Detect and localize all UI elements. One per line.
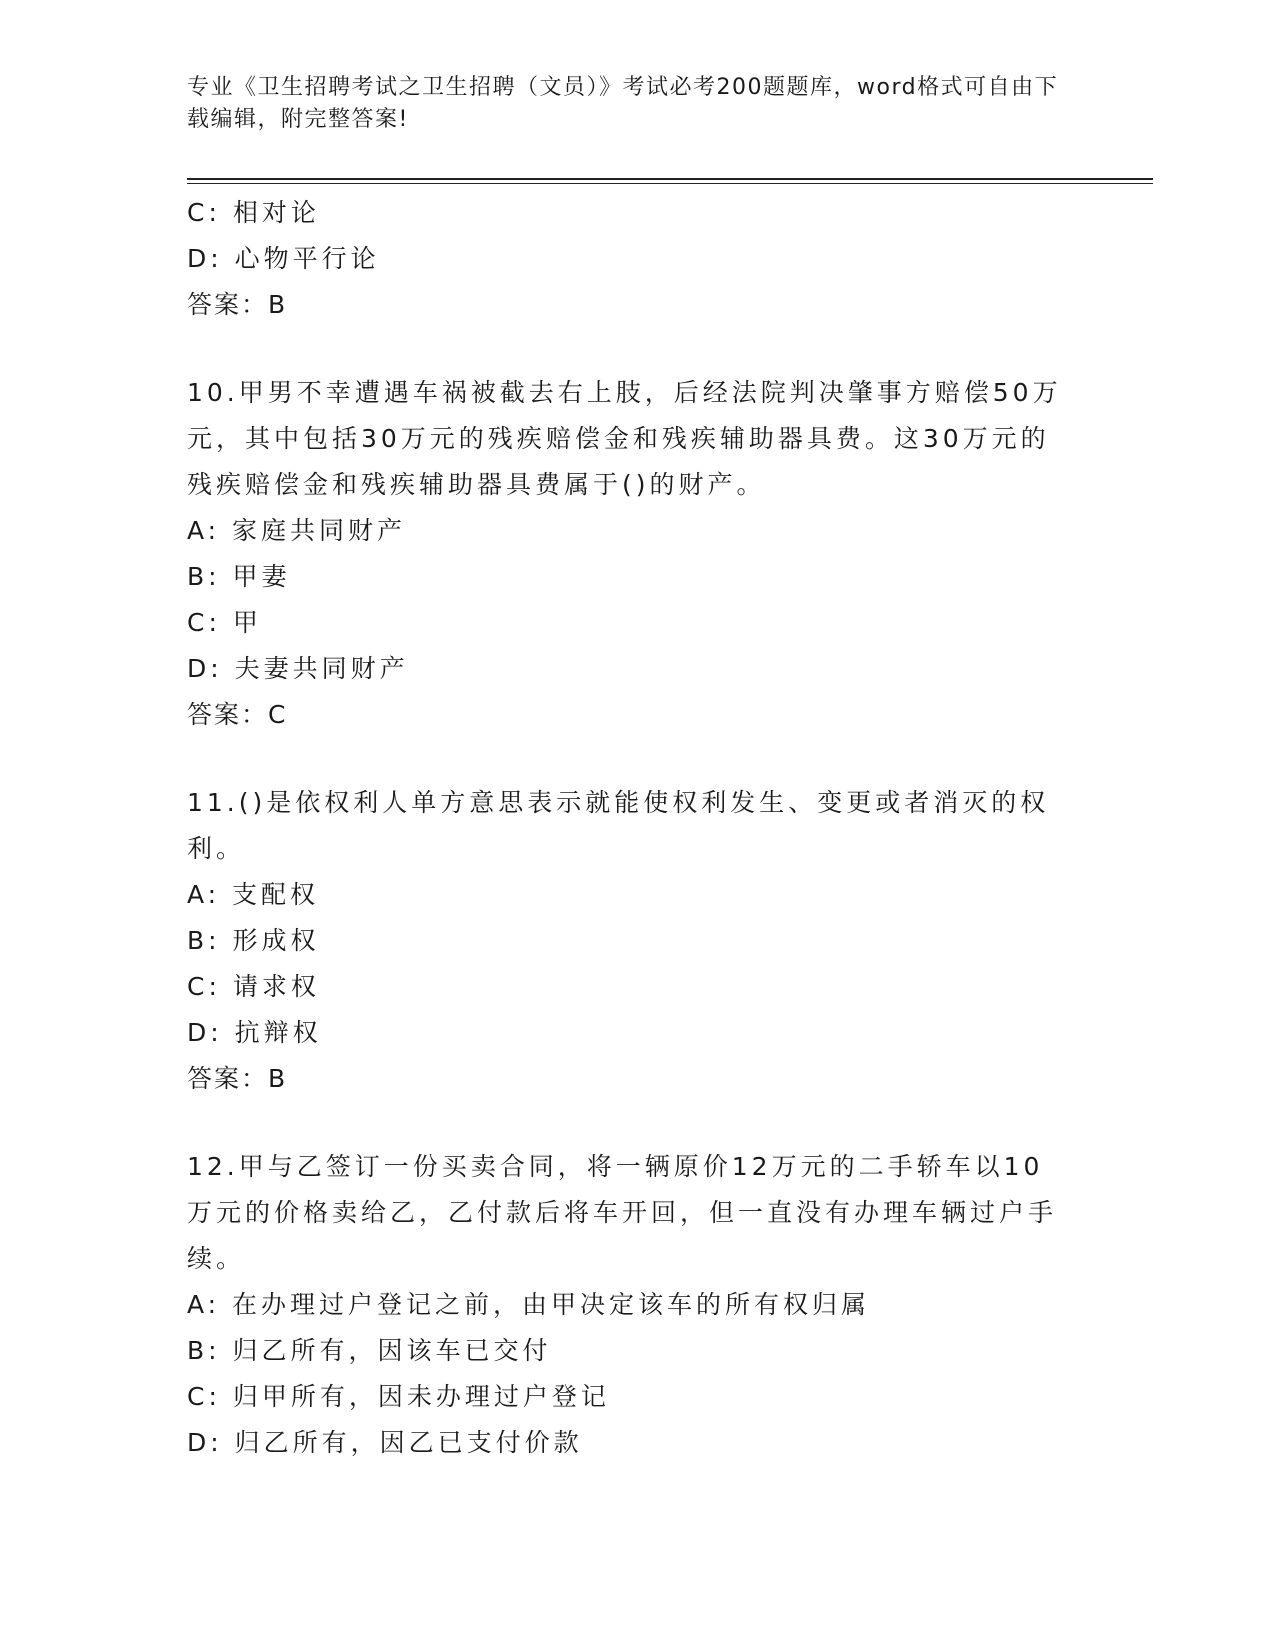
header-divider-thin bbox=[187, 183, 1153, 184]
option-d: D: 抗辩权 bbox=[187, 1018, 322, 1047]
answer-line: 答案：C bbox=[187, 700, 288, 729]
option-c: C: 相对论 bbox=[187, 198, 320, 227]
option-d: D: 归乙所有，因乙已支付价款 bbox=[187, 1428, 583, 1457]
option-b: B: 归乙所有，因该车已交付 bbox=[187, 1336, 552, 1365]
spacer bbox=[187, 1102, 1087, 1144]
question-11 bbox=[187, 780, 1087, 1102]
option-a: A: 在办理过户登记之前，由甲决定该车的所有权归属 bbox=[187, 1290, 871, 1319]
answer-line: 答案：B bbox=[187, 290, 288, 319]
option-a: A: 支配权 bbox=[187, 880, 320, 909]
option-d: D: 心物平行论 bbox=[187, 244, 380, 273]
answer-line: 答案：B bbox=[187, 1064, 288, 1093]
question-12 bbox=[187, 1144, 1087, 1466]
option-a: A: 家庭共同财产 bbox=[187, 516, 407, 545]
option-d: D: 夫妻共同财产 bbox=[187, 654, 409, 683]
option-b: B: 形成权 bbox=[187, 926, 320, 955]
option-c: C: 甲 bbox=[187, 608, 262, 637]
question-10 bbox=[187, 370, 1087, 738]
question-text: 12.甲与乙签订一份买卖合同，将一辆原价12万元的二手轿车以10万元的价格卖给乙，乙付款后将车开回，但一直没有办理车辆过户手续。 bbox=[187, 1152, 1058, 1273]
question-text: 11.()是依权利人单方意思表示就能使权利发生、变更或者消灭的权利。 bbox=[187, 788, 1050, 863]
header-divider bbox=[187, 178, 1153, 180]
option-c: C: 归甲所有，因未办理过户登记 bbox=[187, 1382, 610, 1411]
option-b: B: 甲妻 bbox=[187, 562, 291, 591]
question-text: 10.甲男不幸遭遇车祸被截去右上肢，后经法院判决肇事方赔偿50万元，其中包括30万元的残疾赔偿金和残疾辅助器具费。这30万元的残疾赔偿金和残疾辅助器具费属于()的财产。 bbox=[187, 378, 1062, 499]
document-body bbox=[187, 190, 1087, 1466]
spacer bbox=[187, 738, 1087, 780]
question-9-tail bbox=[187, 190, 1087, 328]
option-c: C: 请求权 bbox=[187, 972, 320, 1001]
spacer bbox=[187, 328, 1087, 370]
page-header: 专业《卫生招聘考试之卫生招聘（文员）》考试必考200题题库，word格式可自由下载编辑，附完整答案! bbox=[187, 75, 1059, 132]
